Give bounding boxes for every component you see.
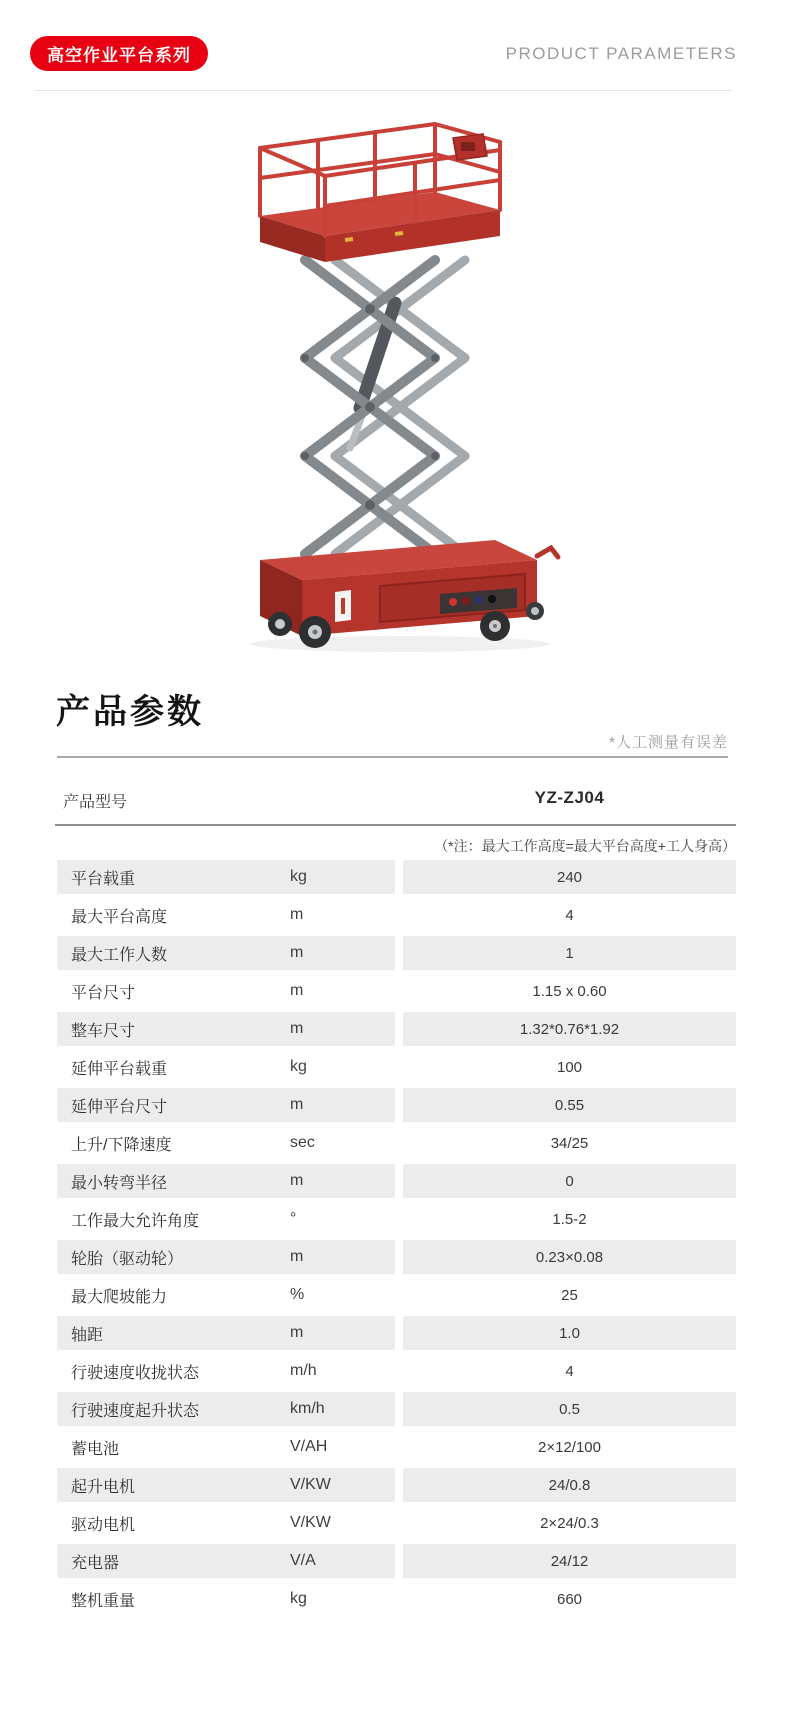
spec-unit: V/KW (290, 1476, 331, 1493)
spec-label: 延伸平台尺寸 (71, 1098, 168, 1116)
spec-table (57, 858, 736, 1618)
spec-unit: % (290, 1286, 305, 1303)
spec-row-left-cell (57, 858, 395, 896)
spec-value: 4 (565, 906, 574, 924)
spec-row (57, 1200, 736, 1238)
spec-unit: ° (290, 1210, 297, 1227)
spec-row-left-cell (57, 1238, 395, 1276)
spec-unit: m/h (290, 1362, 317, 1379)
spec-label: 行驶速度收拢状态 (71, 1364, 200, 1382)
spec-row-left-cell (57, 1048, 395, 1086)
spec-value: 1.0 (559, 1324, 580, 1342)
spec-value: 0.55 (554, 1096, 585, 1114)
section-title: 产品参数 (56, 693, 204, 731)
spec-row-left-cell (57, 1580, 395, 1618)
spec-unit: V/A (290, 1552, 316, 1569)
spec-row-value-cell (403, 1010, 736, 1048)
spec-unit: m (290, 944, 304, 961)
spec-value: 25 (561, 1286, 578, 1304)
spec-row (57, 972, 736, 1010)
spec-label: 延伸平台载重 (71, 1060, 168, 1078)
spec-row-left-cell (57, 1124, 395, 1162)
spec-row (57, 1162, 736, 1200)
spec-row-value-cell (403, 972, 736, 1010)
spec-label: 平台尺寸 (71, 984, 136, 1002)
spec-unit: m (290, 1324, 304, 1341)
spec-row-value-cell (403, 1276, 736, 1314)
spec-row (57, 1542, 736, 1580)
spec-label: 最大爬坡能力 (71, 1288, 168, 1306)
spec-value: 100 (556, 1058, 583, 1076)
spec-value: 0.5 (559, 1400, 580, 1418)
spec-row-left-cell (57, 1352, 395, 1390)
spec-row-value-cell (403, 1352, 736, 1390)
scissor-lift-illustration (185, 108, 605, 653)
spec-row (57, 1390, 736, 1428)
spec-row-left-cell (57, 934, 395, 972)
spec-row-value-cell (403, 1048, 736, 1086)
spec-row-value-cell (403, 1428, 736, 1466)
spec-value: 2×12/100 (538, 1438, 601, 1456)
spec-row-value-cell (403, 1390, 736, 1428)
measurement-note: *人工测量有误差 (609, 734, 728, 751)
spec-value: 24/0.8 (548, 1476, 591, 1494)
spec-value: 1 (565, 944, 574, 962)
spec-unit: m (290, 1248, 304, 1265)
spec-row (57, 1048, 736, 1086)
spec-value: 24/12 (550, 1552, 589, 1570)
spec-value: 1.15 x 0.60 (532, 982, 607, 1000)
spec-row-left-cell (57, 1466, 395, 1504)
spec-label: 起升电机 (71, 1478, 136, 1496)
spec-unit: V/AH (290, 1438, 328, 1455)
spec-value: 4 (565, 1362, 574, 1380)
spec-label: 轮胎（驱动轮） (71, 1250, 184, 1268)
spec-label: 轴距 (71, 1326, 104, 1344)
spec-row (57, 934, 736, 972)
spec-label: 整车尺寸 (71, 1022, 136, 1040)
spec-label: 最大工作人数 (71, 946, 168, 964)
spec-unit: V/KW (290, 1514, 331, 1531)
product-image (185, 108, 605, 653)
series-badge (30, 36, 208, 71)
spec-unit: m (290, 982, 304, 999)
spec-label: 最小转弯半径 (71, 1174, 168, 1192)
spec-label: 驱动电机 (71, 1516, 136, 1534)
spec-row (57, 1010, 736, 1048)
spec-row-value-cell (403, 1314, 736, 1352)
spec-unit: km/h (290, 1400, 325, 1417)
spec-unit: sec (290, 1134, 315, 1151)
spec-unit: m (290, 906, 304, 923)
spec-row-left-cell (57, 1086, 395, 1124)
spec-row-value-cell (403, 1124, 736, 1162)
spec-row-left-cell (57, 1504, 395, 1542)
spec-row-left-cell (57, 1200, 395, 1238)
spec-row (57, 1314, 736, 1352)
spec-row-value-cell (403, 896, 736, 934)
spec-label: 整机重量 (71, 1592, 136, 1610)
spec-row (57, 1238, 736, 1276)
model-label: 产品型号 (63, 794, 128, 811)
series-badge-label: 高空作业平台系列 (47, 46, 191, 65)
spec-row (57, 1428, 736, 1466)
spec-unit: m (290, 1020, 304, 1037)
spec-row (57, 1276, 736, 1314)
spec-label: 最大平台高度 (71, 908, 168, 926)
spec-row-left-cell (57, 896, 395, 934)
spec-unit: m (290, 1096, 304, 1113)
spec-row-left-cell (57, 972, 395, 1010)
spec-value: 660 (556, 1590, 583, 1608)
page-header-title: PRODUCT PARAMETERS (505, 44, 737, 63)
spec-label: 充电器 (71, 1554, 120, 1572)
spec-row-value-cell (403, 1580, 736, 1618)
spec-unit: kg (290, 868, 307, 885)
spec-row (57, 896, 736, 934)
spec-row-left-cell (57, 1428, 395, 1466)
spec-label: 行驶速度起升状态 (71, 1402, 200, 1420)
model-value: YZ-ZJ04 (534, 788, 605, 807)
spec-row (57, 1352, 736, 1390)
spec-unit: kg (290, 1058, 307, 1075)
spec-row-value-cell (403, 1542, 736, 1580)
spec-value: 240 (556, 868, 583, 886)
spec-row-left-cell (57, 1162, 395, 1200)
spec-row (57, 1124, 736, 1162)
spec-row-value-cell (403, 934, 736, 972)
spec-value: 2×24/0.3 (540, 1514, 599, 1532)
spec-row (57, 1580, 736, 1618)
spec-label: 上升/下降速度 (71, 1136, 172, 1154)
spec-value: 34/25 (550, 1134, 589, 1152)
spec-row-value-cell (403, 1162, 736, 1200)
header-divider (35, 90, 732, 91)
spec-row-left-cell (57, 1542, 395, 1580)
spec-label: 工作最大允许角度 (71, 1212, 200, 1230)
spec-value: 0 (565, 1172, 574, 1190)
spec-row (57, 1466, 736, 1504)
spec-row (57, 1086, 736, 1124)
section-divider (57, 756, 728, 758)
spec-row-value-cell (403, 1086, 736, 1124)
spec-row-value-cell (403, 858, 736, 896)
spec-row (57, 858, 736, 896)
spec-value: 1.32*0.76*1.92 (519, 1020, 620, 1038)
spec-row-left-cell (57, 1010, 395, 1048)
model-divider (55, 824, 736, 826)
spec-row (57, 1504, 736, 1542)
spec-unit: kg (290, 1590, 307, 1607)
spec-row-value-cell (403, 1238, 736, 1276)
spec-row-value-cell (403, 1466, 736, 1504)
table-note: （*注：最大工作高度=最大平台高度+工人身高） (434, 838, 736, 854)
spec-unit: m (290, 1172, 304, 1189)
spec-label: 平台载重 (71, 870, 136, 888)
spec-value: 1.5-2 (552, 1210, 587, 1228)
spec-row-value-cell (403, 1200, 736, 1238)
spec-value: 0.23×0.08 (535, 1248, 604, 1266)
spec-row-value-cell (403, 1504, 736, 1542)
spec-label: 蓄电池 (71, 1440, 120, 1458)
spec-row-left-cell (57, 1390, 395, 1428)
spec-row-left-cell (57, 1314, 395, 1352)
spec-row-left-cell (57, 1276, 395, 1314)
